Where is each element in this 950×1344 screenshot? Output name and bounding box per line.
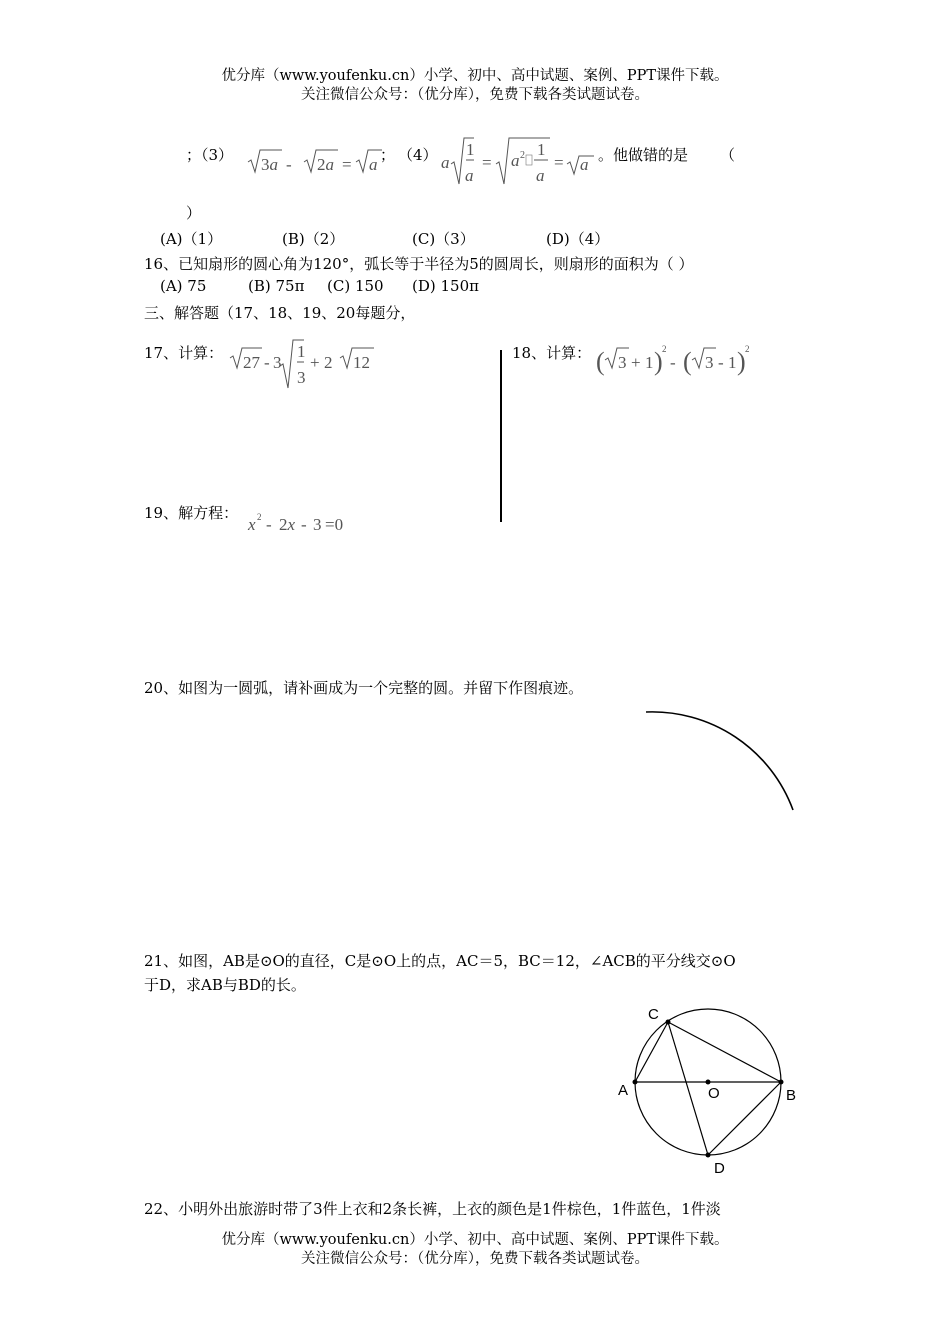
q18-expr: [596, 338, 756, 378]
svg-text:-: -: [670, 353, 676, 372]
q17-expr: [230, 336, 380, 392]
svg-text:(: (: [683, 347, 692, 376]
svg-text:2x: 2x: [279, 515, 296, 534]
q15-option-b: (B)（2）: [282, 230, 345, 248]
svg-text:1: 1: [728, 353, 737, 372]
svg-text:3: 3: [297, 368, 306, 387]
svg-text:a: a: [511, 151, 520, 170]
q22-text: 22、小明外出旅游时带了3件上衣和2条长裤，上衣的颜色是1件棕色，1件蓝色，1件淡: [144, 1200, 721, 1218]
svg-text:a: a: [441, 153, 450, 172]
svg-text:1: 1: [537, 140, 546, 159]
svg-text:3a: 3a: [261, 155, 278, 174]
q21-line-2: 于D，求AB与BD的长。: [144, 976, 306, 994]
label-b: B: [786, 1087, 797, 1104]
q16-option-d: (D) 150π: [412, 277, 479, 295]
q15-label-4: （4）: [398, 146, 438, 164]
q20-arc-figure: [640, 700, 810, 820]
svg-text:2: 2: [745, 344, 750, 354]
q15-expr-3: [246, 144, 386, 180]
svg-text:-: -: [266, 515, 272, 534]
svg-text:2: 2: [257, 512, 262, 522]
svg-text:=: =: [342, 155, 352, 174]
svg-text:a: a: [369, 155, 378, 174]
label-d: D: [714, 1160, 725, 1177]
point-a: [633, 1080, 638, 1085]
q20-text: 20、如图为一圆弧，请补画成为一个完整的圆。并留下作图痕迹。: [144, 679, 584, 697]
q19-expr: [246, 510, 366, 536]
q15-option-c: (C)（3）: [412, 230, 475, 248]
svg-text:1: 1: [466, 140, 475, 159]
header-line-1: 优分库（www.youfenku.cn）小学、初中、高中试题、案例、PPT课件下载。: [221, 68, 729, 84]
svg-text:+: +: [631, 353, 641, 372]
svg-text:2a: 2a: [317, 155, 334, 174]
label-c: C: [648, 1006, 659, 1023]
svg-text:2: 2: [520, 150, 525, 161]
q15-option-a: (A)（1）: [160, 230, 223, 248]
q15-prefix-3: ；（3）: [186, 146, 234, 164]
svg-text:27: 27: [243, 353, 260, 372]
svg-text:3: 3: [618, 353, 627, 372]
q17-label: 17、计算：: [144, 344, 224, 362]
q15-suffix: 。他做错的是: [598, 146, 689, 164]
svg-text:): ): [654, 347, 663, 376]
q19-label: 19、解方程：: [144, 504, 239, 522]
svg-text:-: -: [286, 155, 292, 174]
svg-text:-: -: [264, 353, 270, 372]
svg-text:+: +: [310, 353, 320, 372]
q18-label: 18、计算：: [512, 344, 592, 362]
svg-text:2: 2: [662, 344, 667, 354]
svg-text:1: 1: [645, 353, 654, 372]
q15-close-paren: ）: [186, 204, 202, 222]
point-d: [706, 1153, 711, 1158]
svg-text:=: =: [482, 153, 492, 172]
segment-cd: [668, 1022, 708, 1155]
section-3-title: 三、解答题（17、18、19、20每题分，: [144, 304, 416, 322]
svg-text:a: a: [465, 166, 474, 185]
q16-text: 16、已知扇形的圆心角为120°，弧长等于半径为5的圆周长，则扇形的面积为（ ）: [144, 255, 694, 273]
label-o: O: [708, 1085, 720, 1102]
svg-text:1: 1: [297, 342, 306, 361]
segment-cb: [668, 1022, 781, 1082]
q21-line-1: 21、如图，AB是⊙O的直径，C是⊙O上的点，AC＝5，BC＝12，∠ACB的平分线交⊙O: [144, 952, 736, 970]
point-c: [666, 1020, 671, 1025]
q16-option-c: (C) 150: [327, 277, 384, 295]
svg-text:-: -: [301, 515, 307, 534]
q15-option-d: (D)（4）: [546, 230, 610, 248]
svg-text:-: -: [718, 353, 724, 372]
vertical-divider: [500, 350, 502, 522]
q16-option-a: (A) 75: [160, 277, 207, 295]
svg-text:2: 2: [324, 353, 333, 372]
svg-text:12: 12: [353, 353, 370, 372]
q15-open-paren: （: [720, 146, 736, 164]
svg-text:(: (: [596, 347, 605, 376]
point-b: [779, 1080, 784, 1085]
segment-ac: [635, 1022, 668, 1082]
q21-circle-figure: [610, 1000, 810, 1180]
label-a: A: [618, 1082, 629, 1099]
svg-text:a: a: [580, 155, 589, 174]
svg-text:=: =: [554, 153, 564, 172]
footer-line-1: 优分库（www.youfenku.cn）小学、初中、高中试题、案例、PPT课件下载。: [221, 1232, 729, 1248]
svg-text:x: x: [248, 515, 256, 534]
svg-text:): ): [737, 347, 746, 376]
svg-text:a: a: [536, 166, 545, 185]
header-line-2: 关注微信公众号：（优分库），免费下载各类试题试卷。: [301, 87, 649, 103]
circular-arc: [646, 712, 793, 810]
svg-text:3: 3: [705, 353, 714, 372]
svg-text:3: 3: [273, 353, 282, 372]
svg-text:=0: =0: [325, 515, 344, 534]
q15-expr-4: [440, 134, 600, 190]
point-o: [706, 1080, 711, 1085]
svg-text:3: 3: [313, 515, 322, 534]
footer-line-2: 关注微信公众号：（优分库），免费下载各类试题试卷。: [301, 1251, 649, 1267]
q15-separator: ；: [380, 146, 396, 164]
q16-option-b: (B) 75π: [248, 277, 305, 295]
